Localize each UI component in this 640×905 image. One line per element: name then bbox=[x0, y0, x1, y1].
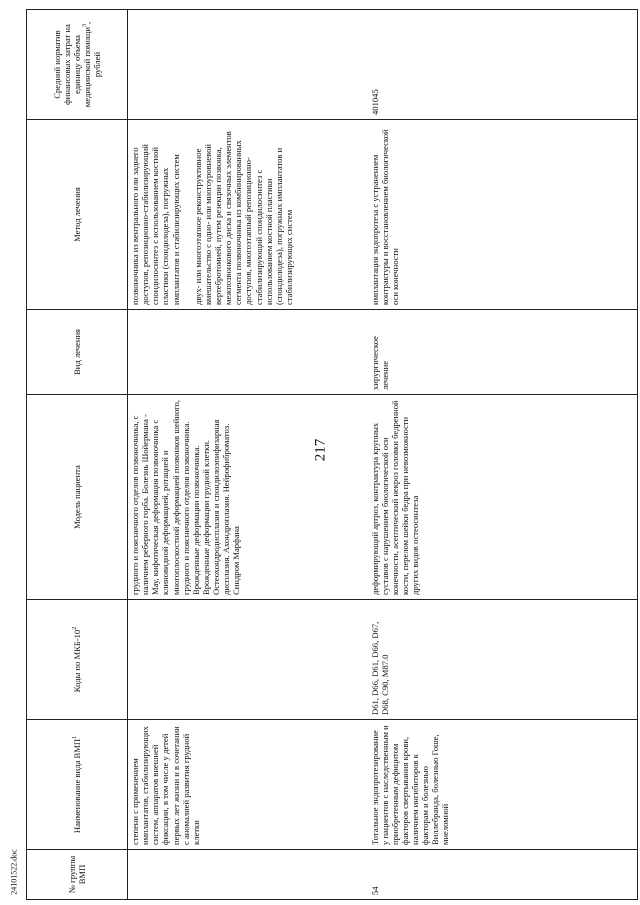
method-text: позвоночника из вентрального или заднего доступов, репозиционно-стабилизирующий спондилосинтез с использованием костной пластики (спондилодеза), погружных имплантатов и стабилизирующих систем bbox=[130, 144, 181, 305]
cell-icd-codes bbox=[128, 600, 368, 720]
cell-patient-model: деформирующий артроз, контрактура крупных суставов с нарушением биологической оси конечности, асептический некроз головки бедренной кости, перелом шейки бедра при невозможности других видов остеосинтеза bbox=[368, 395, 638, 600]
cell-treatment-type: хирургическое лечение bbox=[368, 310, 638, 395]
cell-treatment-type bbox=[128, 310, 368, 395]
header-cost-norm: Средний норматив финансовых затрат на единицу объема медицинской помощи$^3$, рублей bbox=[27, 10, 128, 120]
cell-group: 54 bbox=[368, 850, 638, 900]
table-row bbox=[368, 10, 638, 900]
header-treatment-method: Метод лечения bbox=[27, 120, 128, 310]
method-text: двух- или многоэтапное реконструктивное вмешательство с одно- или многоуровневой вертебротомией, путем резекции позвонка, межпозвонкового диска и связочных элементов сегмента позвоночника из комбинированных доступов, многоэтапный репозиционно-стабилизирующий спондилосинтез с использованием костной пластики (спондилодеза), погружных имплантатов и стабилизирующих систем bbox=[192, 131, 294, 305]
cell-vmp-name: Тотальное эндопротезирование у пациентов с наследственным и приобретенным дефицитом факторов свертывания крови, наличием ингибиторов к факторам и болезнью Виллебранда, болезнью Гоше, миеломной bbox=[368, 720, 638, 850]
vmp-table bbox=[26, 9, 638, 900]
page-number: 217 bbox=[312, 438, 329, 462]
cell-vmp-name: степени с применением имплантатов, стабилизирующих систем, аппаратов внешней фиксации, в том числе у детей первых лет жизни и в сочетании с аномалией развития грудной клетки bbox=[128, 720, 368, 850]
header-patient-model: Модель пациента bbox=[27, 395, 128, 600]
cell-cost-norm: 401045 bbox=[368, 10, 638, 120]
header-icd-codes: Коды по МКБ-$10^2$ bbox=[27, 600, 128, 720]
cell-treatment-method bbox=[128, 120, 368, 310]
header-group-number: № группы ВМП bbox=[27, 850, 128, 900]
method-text: имплантация эндопротеза с устранением контрактуры и восстановлением биологической оси конечности bbox=[369, 129, 400, 305]
cell-treatment-method bbox=[368, 120, 638, 310]
header-treatment-type: Вид лечения bbox=[27, 310, 128, 395]
table-row bbox=[128, 10, 368, 900]
cell-group bbox=[128, 850, 368, 900]
cell-cost-norm bbox=[128, 10, 368, 120]
document-id: 24101522.doc bbox=[9, 849, 19, 895]
cell-patient-model: грудного и поясничного отделов позвоночника, с наличием реберного горба. Болезнь Шойермана - Мау, кифотическая деформация позвоночника с клиновидной деформацией, ротацией и многоплоскостной деформацией позвонков шейного, грудного и поясничного отделов позвоночника. Врожденные деформации позвоночника. Врожденные деформации грудной клетки. Остеохондродисплазия и спондилоэпифизарная дисплазия. Ахондроплазия. Нейрофиброматоз. Синдром Марфана bbox=[128, 395, 368, 600]
rotated-table-container bbox=[26, 10, 638, 900]
cell-icd-codes: D61, D66, D61, D66, D67, D68, C90, M87.0 bbox=[368, 600, 638, 720]
header-vmp-name: Наименование вида ВМП$^1$ bbox=[27, 720, 128, 850]
table-header-row bbox=[27, 10, 128, 900]
